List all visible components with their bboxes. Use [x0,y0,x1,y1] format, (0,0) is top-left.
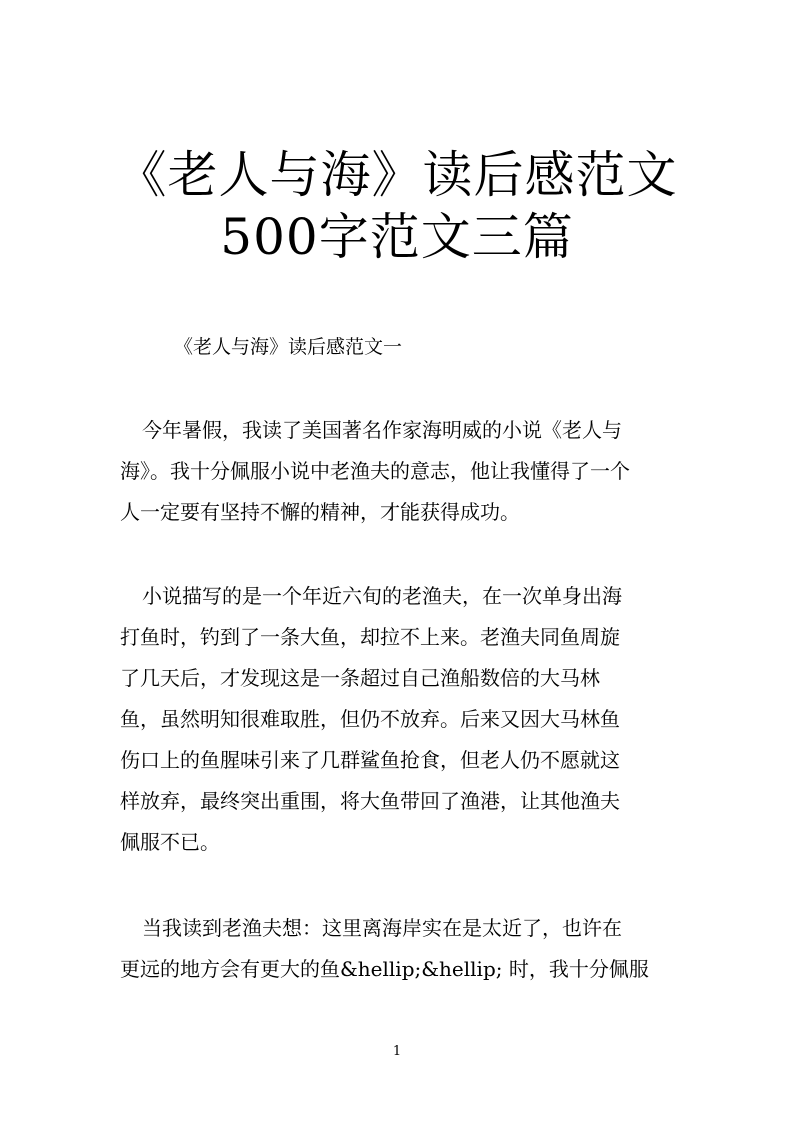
paragraph-line: 鱼，虽然明知很难取胜，但仍不放弃。后来又因大马林鱼 [120,707,620,731]
paragraph-line: 今年暑假，我读了美国著名作家海明威的小说《老人与 [142,418,622,442]
paragraph-2 [120,576,680,863]
paragraph-line: 当我读到老渔夫想：这里离海岸实在是太近了，也许在 [142,916,622,940]
paragraph-line: 样放弃，最终突出重围，将大鱼带回了渔港，让其他渔夫 [120,789,620,813]
paragraph-3 [120,908,680,990]
paragraph-1 [120,410,680,533]
document-title-line-1: 《老人与海》读后感范文 [116,146,678,204]
paragraph-line: 打鱼时，钓到了一条大鱼，却拉不上来。老渔夫同鱼周旋 [120,625,620,649]
paragraph-line: 人一定要有坚持不懈的精神，才能获得成功。 [120,500,520,524]
paragraph-line: 佩服不已。 [120,830,220,854]
paragraph-line: 了几天后，才发现这是一条超过自己渔船数倍的大马林 [120,666,600,690]
section-heading: 《老人与海》读后感范文一 [174,336,403,358]
paragraph-line: 海》。我十分佩服小说中老渔夫的意志，他让我懂得了一个 [120,459,630,483]
paragraph-line: 伤口上的鱼腥味引来了几群鲨鱼抢食，但老人仍不愿就这 [120,748,620,772]
paragraph-line: 小说描写的是一个年近六旬的老渔夫，在一次单身出海 [142,584,622,608]
paragraph-line: 更远的地方会有更大的鱼&hellip;&hellip; 时，我十分佩服 [120,957,649,981]
page-number: 1 [392,1044,402,1059]
document-title-line-2: 500字范文三篇 [220,208,574,266]
